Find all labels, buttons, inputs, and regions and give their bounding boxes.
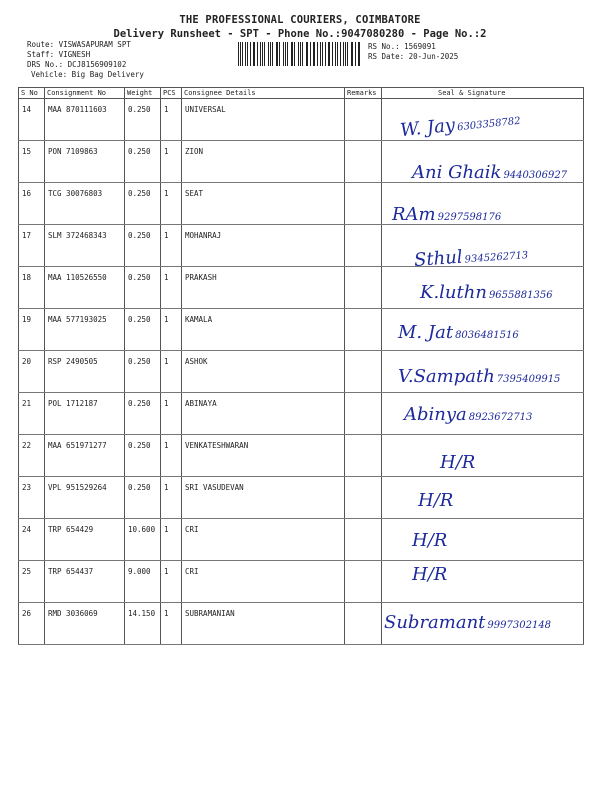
cell-signature	[382, 519, 584, 561]
cell-remarks	[345, 435, 382, 477]
barcode-bar	[314, 42, 315, 66]
cell-remarks	[345, 477, 382, 519]
cell-sno: 24	[19, 519, 45, 561]
company-title: THE PROFESSIONAL COURIERS, COIMBATORE	[179, 14, 421, 26]
rs-date: RS Date: 20-Jun-2025	[368, 52, 459, 61]
cell-remarks	[345, 561, 382, 603]
cell-sno: 21	[19, 393, 45, 435]
cell-remarks	[345, 225, 382, 267]
table-row	[19, 351, 584, 393]
cell-signature	[382, 309, 584, 351]
cell-consignment: PON 7109863	[45, 141, 125, 183]
handwritten-signature: M. Jat 8036481516	[398, 322, 519, 343]
cell-consignment: TRP 654429	[45, 519, 125, 561]
rs-details	[368, 42, 568, 62]
cell-weight: 0.250	[125, 225, 161, 267]
barcode-bar	[359, 42, 360, 66]
drs-label: DRS No.: DCJ8156909102	[27, 60, 127, 69]
barcode-bar	[247, 42, 248, 66]
handwritten-signature: Ani Ghaik 9440306927	[412, 162, 568, 183]
table-row	[19, 603, 584, 645]
route-label: Route: VISWASAPURAM SPT	[27, 40, 131, 49]
cell-weight: 0.250	[125, 477, 161, 519]
cell-pcs: 1	[161, 477, 182, 519]
table-row	[19, 477, 584, 519]
cell-weight: 0.250	[125, 309, 161, 351]
barcode-bar	[343, 42, 344, 66]
cell-sno: 20	[19, 351, 45, 393]
barcode-bar	[307, 42, 308, 66]
cell-remarks	[345, 351, 382, 393]
cell-weight: 0.250	[125, 435, 161, 477]
cell-pcs: 1	[161, 267, 182, 309]
table-row	[19, 393, 584, 435]
cell-signature	[382, 561, 584, 603]
cell-consignee: PRAKASH	[182, 267, 345, 309]
cell-weight: 0.250	[125, 267, 161, 309]
cell-consignee: UNIVERSAL	[182, 99, 345, 141]
cell-signature	[382, 183, 584, 225]
cell-weight: 0.250	[125, 99, 161, 141]
runsheet-table	[18, 87, 584, 645]
table-row	[19, 99, 584, 141]
cell-sno: 26	[19, 603, 45, 645]
table-row	[19, 183, 584, 225]
table-row	[19, 309, 584, 351]
table-row	[19, 225, 584, 267]
cell-signature	[382, 435, 584, 477]
cell-remarks	[345, 267, 382, 309]
cell-remarks	[345, 99, 382, 141]
handwritten-signature: Sthul9345262713	[413, 246, 529, 271]
cell-consignment: TRP 654437	[45, 561, 125, 603]
col-signature: Seal & Signature	[382, 88, 584, 99]
cell-pcs: 1	[161, 141, 182, 183]
cell-signature	[382, 603, 584, 645]
col-consignment: Consignment No	[45, 88, 125, 99]
cell-weight: 0.250	[125, 351, 161, 393]
cell-sno: 17	[19, 225, 45, 267]
barcode-bar	[283, 42, 284, 66]
col-remarks: Remarks	[345, 88, 382, 99]
cell-signature	[382, 225, 584, 267]
cell-remarks	[345, 309, 382, 351]
cell-consignment: MAA 651971277	[45, 435, 125, 477]
cell-pcs: 1	[161, 351, 182, 393]
staff-label: Staff: VIGNESH	[27, 50, 91, 59]
cell-remarks	[345, 393, 382, 435]
table-row	[19, 141, 584, 183]
barcode-bar	[298, 42, 299, 66]
barcode-bar	[264, 42, 265, 66]
cell-sno: 19	[19, 309, 45, 351]
cell-sno: 18	[19, 267, 45, 309]
table-row	[19, 435, 584, 477]
handwritten-signature: K.luthn 9655881356	[420, 282, 553, 303]
cell-weight: 9.000	[125, 561, 161, 603]
handwritten-signature: RAm 9297598176	[392, 204, 502, 225]
barcode-bar	[320, 42, 321, 66]
cell-pcs: 1	[161, 309, 182, 351]
cell-consignment: TCG 30076803	[45, 183, 125, 225]
cell-consignment: RSP 2490505	[45, 351, 125, 393]
cell-consignee: VENKATESHWARAN	[182, 435, 345, 477]
cell-pcs: 1	[161, 183, 182, 225]
handwritten-signature: W. Jay6303358782	[399, 114, 522, 142]
cell-signature	[382, 141, 584, 183]
cell-sno: 15	[19, 141, 45, 183]
barcode-bar	[260, 42, 261, 66]
cell-consignee: SUBRAMANIAN	[182, 603, 345, 645]
cell-sno: 22	[19, 435, 45, 477]
rs-number: RS No.: 1569091	[368, 42, 436, 51]
cell-remarks	[345, 141, 382, 183]
cell-pcs: 1	[161, 99, 182, 141]
cell-weight: 0.250	[125, 141, 161, 183]
cell-consignee: KAMALA	[182, 309, 345, 351]
cell-consignee: CRI	[182, 561, 345, 603]
cell-pcs: 1	[161, 225, 182, 267]
cell-consignment: POL 1712187	[45, 393, 125, 435]
cell-signature	[382, 267, 584, 309]
barcode-bar	[300, 42, 301, 66]
handwritten-signature: Abinya 8923672713	[404, 404, 533, 425]
handwritten-signature: H/R	[412, 564, 448, 585]
cell-consignee: ABINAYA	[182, 393, 345, 435]
table-row	[19, 561, 584, 603]
cell-signature	[382, 99, 584, 141]
cell-consignment: MAA 870111603	[45, 99, 125, 141]
table-row	[19, 267, 584, 309]
barcode-bar	[322, 42, 323, 66]
cell-pcs: 1	[161, 435, 182, 477]
barcode-bar	[287, 42, 288, 66]
cell-consignment: MAA 110526550	[45, 267, 125, 309]
cell-weight: 10.600	[125, 519, 161, 561]
handwritten-signature: H/R	[412, 530, 448, 551]
cell-remarks	[345, 519, 382, 561]
vehicle-label: Vehicle: Big Bag Delivery	[31, 70, 144, 79]
runsheet-subtitle: Delivery Runsheet - SPT - Phone No.:9047080280 - Page No.:2	[113, 28, 487, 40]
barcode-bar	[345, 42, 346, 66]
cell-consignee: SEAT	[182, 183, 345, 225]
handwritten-signature: Subramant 9997302148	[384, 612, 552, 633]
barcode-bar	[335, 42, 336, 66]
cell-weight: 0.250	[125, 183, 161, 225]
cell-signature	[382, 477, 584, 519]
cell-sno: 25	[19, 561, 45, 603]
cell-consignee: MOHANRAJ	[182, 225, 345, 267]
cell-pcs: 1	[161, 393, 182, 435]
col-pcs: PCS	[161, 88, 182, 99]
cell-sno: 14	[19, 99, 45, 141]
cell-signature	[382, 393, 584, 435]
cell-remarks	[345, 603, 382, 645]
barcode-bar	[279, 42, 280, 66]
barcode-bar	[245, 42, 246, 66]
cell-pcs: 1	[161, 561, 182, 603]
cell-sno: 16	[19, 183, 45, 225]
run-details	[27, 40, 247, 80]
barcode-image	[238, 42, 362, 66]
barcode-bar	[257, 42, 258, 66]
barcode-bar	[332, 42, 333, 66]
cell-weight: 0.250	[125, 393, 161, 435]
cell-sno: 23	[19, 477, 45, 519]
cell-remarks	[345, 183, 382, 225]
cell-consignment: SLM 372468343	[45, 225, 125, 267]
cell-consignee: ZION	[182, 141, 345, 183]
barcode-bar	[272, 42, 273, 66]
barcode-bar	[238, 42, 239, 66]
cell-pcs: 1	[161, 603, 182, 645]
handwritten-signature: H/R	[418, 490, 454, 511]
cell-pcs: 1	[161, 519, 182, 561]
handwritten-signature: H/R	[440, 452, 476, 473]
cell-consignee: SRI VASUDEVAN	[182, 477, 345, 519]
barcode-bar	[352, 42, 353, 66]
col-weight: Weight	[125, 88, 161, 99]
cell-consignment: RMD 3036069	[45, 603, 125, 645]
cell-consignee: ASHOK	[182, 351, 345, 393]
handwritten-signature: V.Sampath 7395409915	[398, 366, 561, 387]
cell-weight: 14.150	[125, 603, 161, 645]
cell-consignment: MAA 577193025	[45, 309, 125, 351]
col-sno: S No	[19, 88, 45, 99]
table-header-row	[19, 88, 584, 99]
cell-signature	[382, 351, 584, 393]
table-row	[19, 519, 584, 561]
cell-consignee: CRI	[182, 519, 345, 561]
col-consignee: Consignee Details	[182, 88, 345, 99]
cell-consignment: VPL 951529264	[45, 477, 125, 519]
